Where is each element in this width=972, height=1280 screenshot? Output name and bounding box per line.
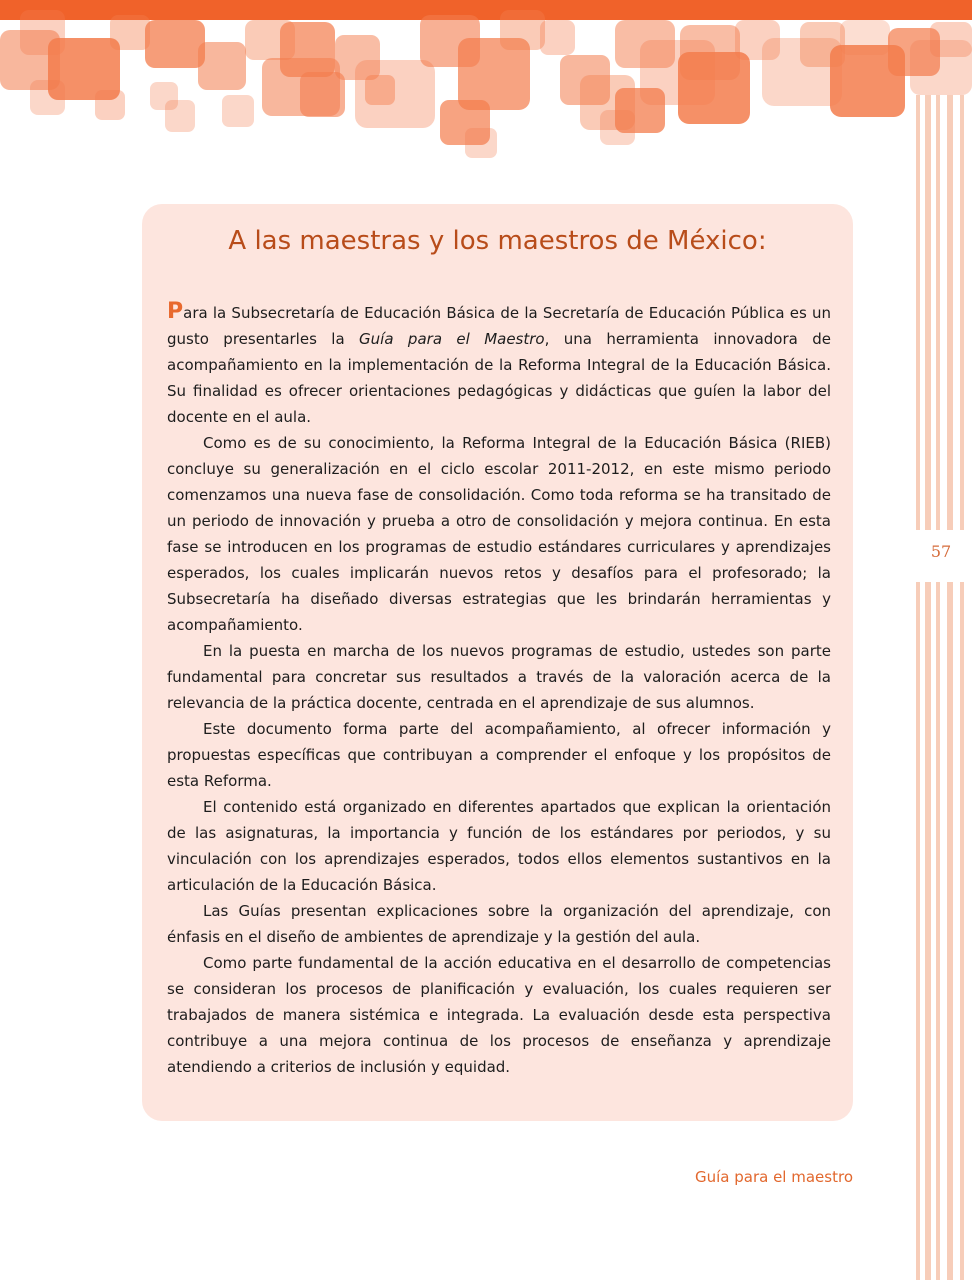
dropcap: P xyxy=(167,299,184,324)
decorative-side-stripes xyxy=(912,95,972,1280)
paragraph: Este documento forma parte del acompañamiento, al ofrecer información y propuestas específicas que contribuyan a comprender el enfoque y los propósitos de esta Reforma. xyxy=(167,720,831,790)
paragraph-intro-text-end: , una herramienta innovadora de acompañamiento en la implementación de la Reforma Integral de la Educación Básica. Su finalidad es ofrecer orientaciones pedagógicas y didácticas que guíen la labor del docente en el aula. xyxy=(167,330,831,426)
paragraph: Como es de su conocimiento, la Reforma Integral de la Educación Básica (RIEB) concluye su generalización en el ciclo escolar 2011-2012, en este mismo periodo comenzamos una nueva fase de consolidación. Como toda reforma se ha transitado de un periodo de innovación y prueba a otro de consolidación y mejora continua. En esta fase se introducen en los programas de estudio estándares curriculares y aprendizajes esperados, los cuales implicarán nuevos retos y desafíos para el profesorado; la Subsecretaría ha diseñado diversas estrategias que les brindarán herramientas y acompañamiento. xyxy=(167,434,831,634)
paragraph: En la puesta en marcha de los nuevos programas de estudio, ustedes son parte fundamental para concretar sus resultados a través de la valoración acerca de la relevancia de la práctica docente, centrada en el aprendizaje de sus alumnos. xyxy=(167,642,831,712)
paragraph: Las Guías presentan explicaciones sobre la organización del aprendizaje, con énfasis en el diseño de ambientes de aprendizaje y la gestión del aula. xyxy=(167,902,831,946)
paragraph: Como parte fundamental de la acción educativa en el desarrollo de competencias se consideran los procesos de planificación y evaluación, los cuales requieren ser trabajados de manera sistémica e integrada. La evaluación desde esta perspectiva contribuye a una mejora continua de los procesos de enseñanza y aprendizaje atendiendo a criterios de inclusión y equidad. xyxy=(167,954,831,1076)
paragraph: El contenido está organizado en diferentes apartados que explican la orientación de las asignaturas, la importancia y función de los estándares por periodos, y su vinculación con los aprendizajes esperados, todos ellos elementos sustantivos en la articulación de la Educación Básica. xyxy=(167,798,831,894)
page-title: A las maestras y los maestros de México: xyxy=(228,226,767,256)
paragraph-intro-text: ara la Subsecretaría de Educación Básica de la Secretaría de Educación Pública es un gusto presentarles la xyxy=(167,304,831,348)
paragraph-intro xyxy=(167,299,831,430)
page-number: 57 xyxy=(930,542,952,561)
decorative-squares-header xyxy=(0,0,972,170)
guide-title-italic: Guía para el Maestro xyxy=(359,330,545,348)
footer-guide-title: Guía para el maestro xyxy=(694,1168,853,1186)
body-text xyxy=(167,299,831,1080)
